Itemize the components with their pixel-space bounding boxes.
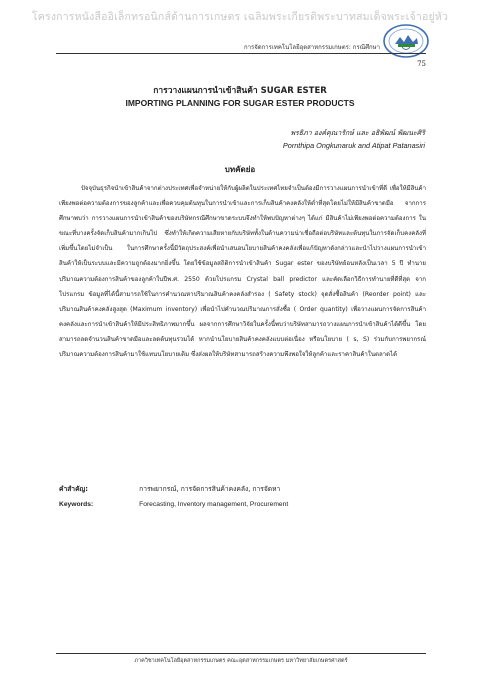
header-rule	[56, 53, 426, 54]
abstract-heading: บทคัดย่อ	[224, 165, 256, 174]
keywords-english-row	[59, 500, 429, 508]
title-thai: การวางแผนการนำเข้าสินค้า SUGAR ESTER	[153, 86, 327, 96]
title-english: IMPORTING PLANNING FOR SUGAR ESTER PRODUCTS	[125, 98, 355, 108]
keywords-english-value: Forecasting, Inventory management, Procurement	[139, 501, 289, 508]
keywords-english-label: Keywords:	[59, 501, 94, 508]
footer-rule	[56, 653, 426, 654]
keywords-thai-label: คำสำคัญ:	[59, 485, 88, 493]
authors-english: Pornthipa Ongkunaruk and Atipat Patanasiri	[282, 141, 425, 150]
watermark-text: โครงการหนังสืออิเล็กทรอนิกส์ด้านการเกษตร เฉลิมพระเกียรติพระบาทสมเด็จพระเจ้าอยู่หัว	[31, 11, 449, 23]
page-number: 75	[417, 60, 426, 68]
abstract-body: ปัจจุบันธุรกิจนำเข้าสินค้าจากต่างประเทศเพื่อจำหน่ายให้กับผู้ผลิตในประเทศไทยจำเป็นต้องมีการวางแผนการนำเข้าที่ดี เพื่อให้มีสินค้าเพียงพอต่อความต้องการของลูกค้าและเพื่อควบคุมต้นทุนในการนำเข้าและการเก็บสินค้าคงคลังให้ต่ำที่สุดโดยไม่ให้มีสินค้าขาดมือ จากการศึกษาพบว่า การวางแผนการนำเข้าสินค้าของบริษัทกรณีศึกษาขาดระบบจึงทำให้พบปัญหาต่างๆ ได้แก่ มีสินค้าไม่เพียงพอต่อความต้องการ ในขณะที่บางครั้งจัดเก็บสินค้ามากเกินไป ซึ่งทำให้เกิดความเสียหายกับบริษัททั้งในด้านความน่าเชื่อถือต่อบริษัทและต้นทุนในการจัดเก็บคงคลังที่เพิ่มขึ้นโดยไม่จำเป็น ในการศึกษาครั้งนี้มีวัตถุประสงค์เพื่อนำเสนอนโยบายสินค้าคงคลังเพื่อแก้ปัญหาดังกล่าวและนำไปวางแผนการนำเข้าสินค้าให้เป็นระบบและมีความถูกต้องมากยิ่งขึ้น โดยใช้ข้อมูลสถิติการนำเข้าสินค้า Sugar ester ของบริษัทย้อนหลังเป็นเวลา 5 ปี ทำนายปริมาณความต้องการสินค้าของลูกค้าในปีพ.ศ. 2550 ด้วยโปรแกรม Crystal ball predictor และคัดเลือกวิธีการทำนายที่ดีที่สุด จากโปรแกรม ข้อมูลที่ได้นี้สามารถใช้ในการคำนวณหาปริมาณสินค้าคงคลังสำรอง ( Safety stock) จุดสั่งซื้อสินค้า (Reorder point) และปริมาณสินค้าคงคลังสูงสุด (Maximum inventory) เพื่อนำไปคำนวณปริมาณการสั่งซื้อ ( Order quantity) เพื่อวางแผนการจัดการสินค้าคงคลังและการนำเข้าสินค้าให้มีประสิทธิภาพมากขึ้น ผลจากการศึกษาวิจัยในครั้งนี้พบว่าบริษัทสามารถวางแผนการนำเข้าสินค้าได้ดีขึ้น โดยสามารถลดจำนวนสินค้าขาดมือและลดต้นทุนรวมได้ หากนำนโยบายสินค้าคงคลังแบบต่อเนื่อง หรือนโยบาย ( s, S) ร่วมกับการพยากรณ์ปริมาณความต้องการสินค้ามาใช้แทนนโยบายเดิม ซึ่งส่งผลให้บริษัทสามารถสร้างความพึงพอใจให้ลูกค้าและราคาสินค้าในตลาดได้	[59, 185, 426, 359]
footer-text: ภาควิชาเทคโนโลยีอุตสาหกรรมเกษตร คณะอุตสาหกรรมเกษตร มหาวิทยาลัยเกษตรศาสตร์	[134, 658, 348, 664]
running-header: การจัดการเทคโนโลยีอุตสาหกรรมเกษตร: กรณีศึกษา	[243, 44, 380, 51]
authors-thai: พรธิภา องค์คุณารักษ์ และ อธิพัฒน์ พัฒนะศิริ	[290, 129, 425, 137]
keywords-thai-value: การพยากรณ์, การจัดการสินค้าคงคลัง, การจัดหา	[139, 485, 281, 493]
keywords-thai-row	[59, 483, 429, 494]
